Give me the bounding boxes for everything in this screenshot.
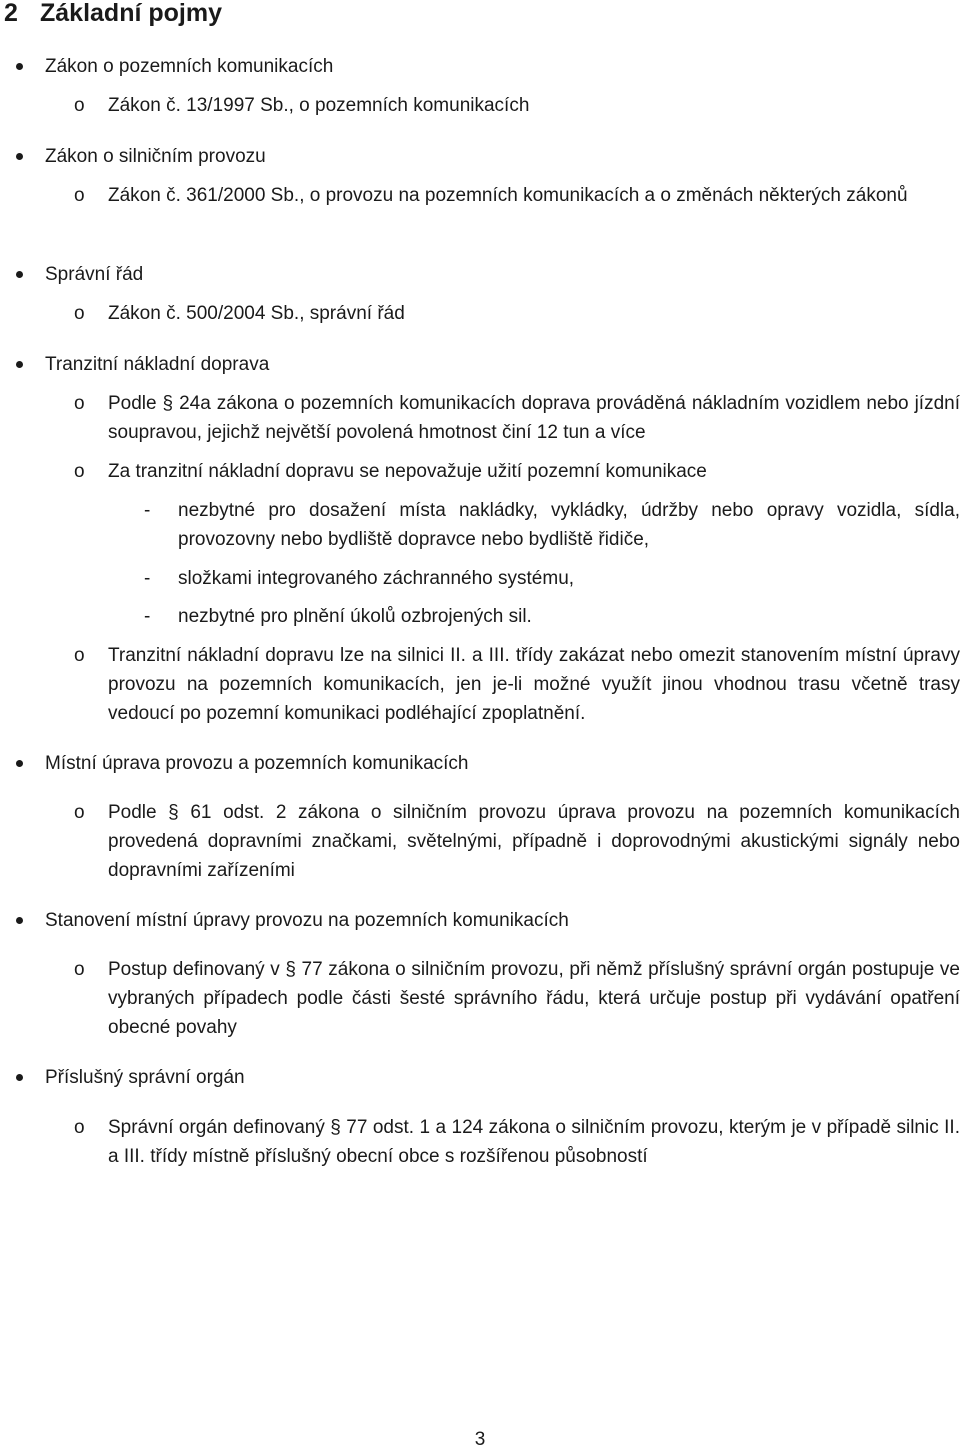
section-number: 2 xyxy=(4,0,18,27)
item-text: Podle § 61 odst. 2 zákona o silničním provozu úprava provozu na pozemních komunikacích provedená dopravními značkami, světelnými, případně i doprovodnými akustickými signály nebo dopravními zařízeními xyxy=(108,802,960,881)
bullet-icon xyxy=(16,361,23,368)
item-text: Zákon č. 13/1997 Sb., o pozemních komunikacích xyxy=(108,95,530,116)
item-text: Příslušný správní orgán xyxy=(45,1067,245,1088)
item-text: Stanovení místní úpravy provozu na pozemních komunikacích xyxy=(45,910,569,931)
item-text: Místní úprava provozu a pozemních komunikacích xyxy=(45,753,469,774)
circle-bullet-icon: o xyxy=(74,303,85,324)
bullet-icon xyxy=(16,63,23,70)
section-title: Základní pojmy xyxy=(40,0,222,27)
item-text: Podle § 24a zákona o pozemních komunikacích doprava prováděná nákladním vozidlem nebo jízdní soupravou, jejichž největší povolená hmotnost činí 12 tun a více xyxy=(108,393,960,443)
dash-bullet-icon: - xyxy=(144,606,151,627)
item-text: Zákon č. 500/2004 Sb., správní řád xyxy=(108,303,405,324)
item-text: nezbytné pro plnění úkolů ozbrojených sil. xyxy=(178,606,532,627)
item-text: Správní orgán definovaný § 77 odst. 1 a 124 zákona o silničním provozu, kterým je v případě silnic II. a III. třídy místně příslušný obecní obce s rozšířenou působností xyxy=(108,1117,960,1167)
item-text: Tranzitní nákladní dopravu lze na silnici II. a III. třídy zakázat nebo omezit stanovením místní úpravy provozu na pozemních komunikacích, jen je-li možné využít jinou vhodnou trasu včetně trasy vedoucí po pozemní komunikaci podléhající zpoplatnění. xyxy=(108,645,960,724)
item-text: Zákon o silničním provozu xyxy=(45,146,266,167)
item-text: Zákon o pozemních komunikacích xyxy=(45,56,334,77)
circle-bullet-icon: o xyxy=(74,393,85,414)
bullet-icon xyxy=(16,153,23,160)
bullet-icon xyxy=(16,760,23,767)
bullet-icon xyxy=(16,1074,23,1081)
item-text: Za tranzitní nákladní dopravu se nepovažuje užití pozemní komunikace xyxy=(108,461,707,482)
item-text: složkami integrovaného záchranného systému, xyxy=(178,568,575,589)
bullet-icon xyxy=(16,917,23,924)
circle-bullet-icon: o xyxy=(74,645,85,666)
section-heading xyxy=(4,0,222,30)
dash-bullet-icon: - xyxy=(144,500,151,521)
item-text: Postup definovaný v § 77 zákona o silničním provozu, při němž příslušný správní orgán postupuje ve vybraných případech podle části šesté správního řádu, která určuje postup při vydávání opatření obecné povahy xyxy=(108,959,960,1038)
dash-bullet-icon: - xyxy=(144,568,151,589)
item-text: Tranzitní nákladní doprava xyxy=(45,354,270,375)
circle-bullet-icon: o xyxy=(74,802,85,823)
item-text: nezbytné pro dosažení místa nakládky, vykládky, údržby nebo opravy vozidla, sídla, provozovny nebo bydliště dopravce nebo bydliště řidiče, xyxy=(178,500,960,550)
circle-bullet-icon: o xyxy=(74,95,85,116)
bullet-icon xyxy=(16,271,23,278)
circle-bullet-icon: o xyxy=(74,1117,85,1138)
circle-bullet-icon: o xyxy=(74,185,85,206)
page-number: 3 xyxy=(474,1429,486,1450)
circle-bullet-icon: o xyxy=(74,461,85,482)
circle-bullet-icon: o xyxy=(74,959,85,980)
item-text: Správní řád xyxy=(45,264,144,285)
item-text: Zákon č. 361/2000 Sb., o provozu na pozemních komunikacích a o změnách některých zákonů xyxy=(108,185,908,206)
